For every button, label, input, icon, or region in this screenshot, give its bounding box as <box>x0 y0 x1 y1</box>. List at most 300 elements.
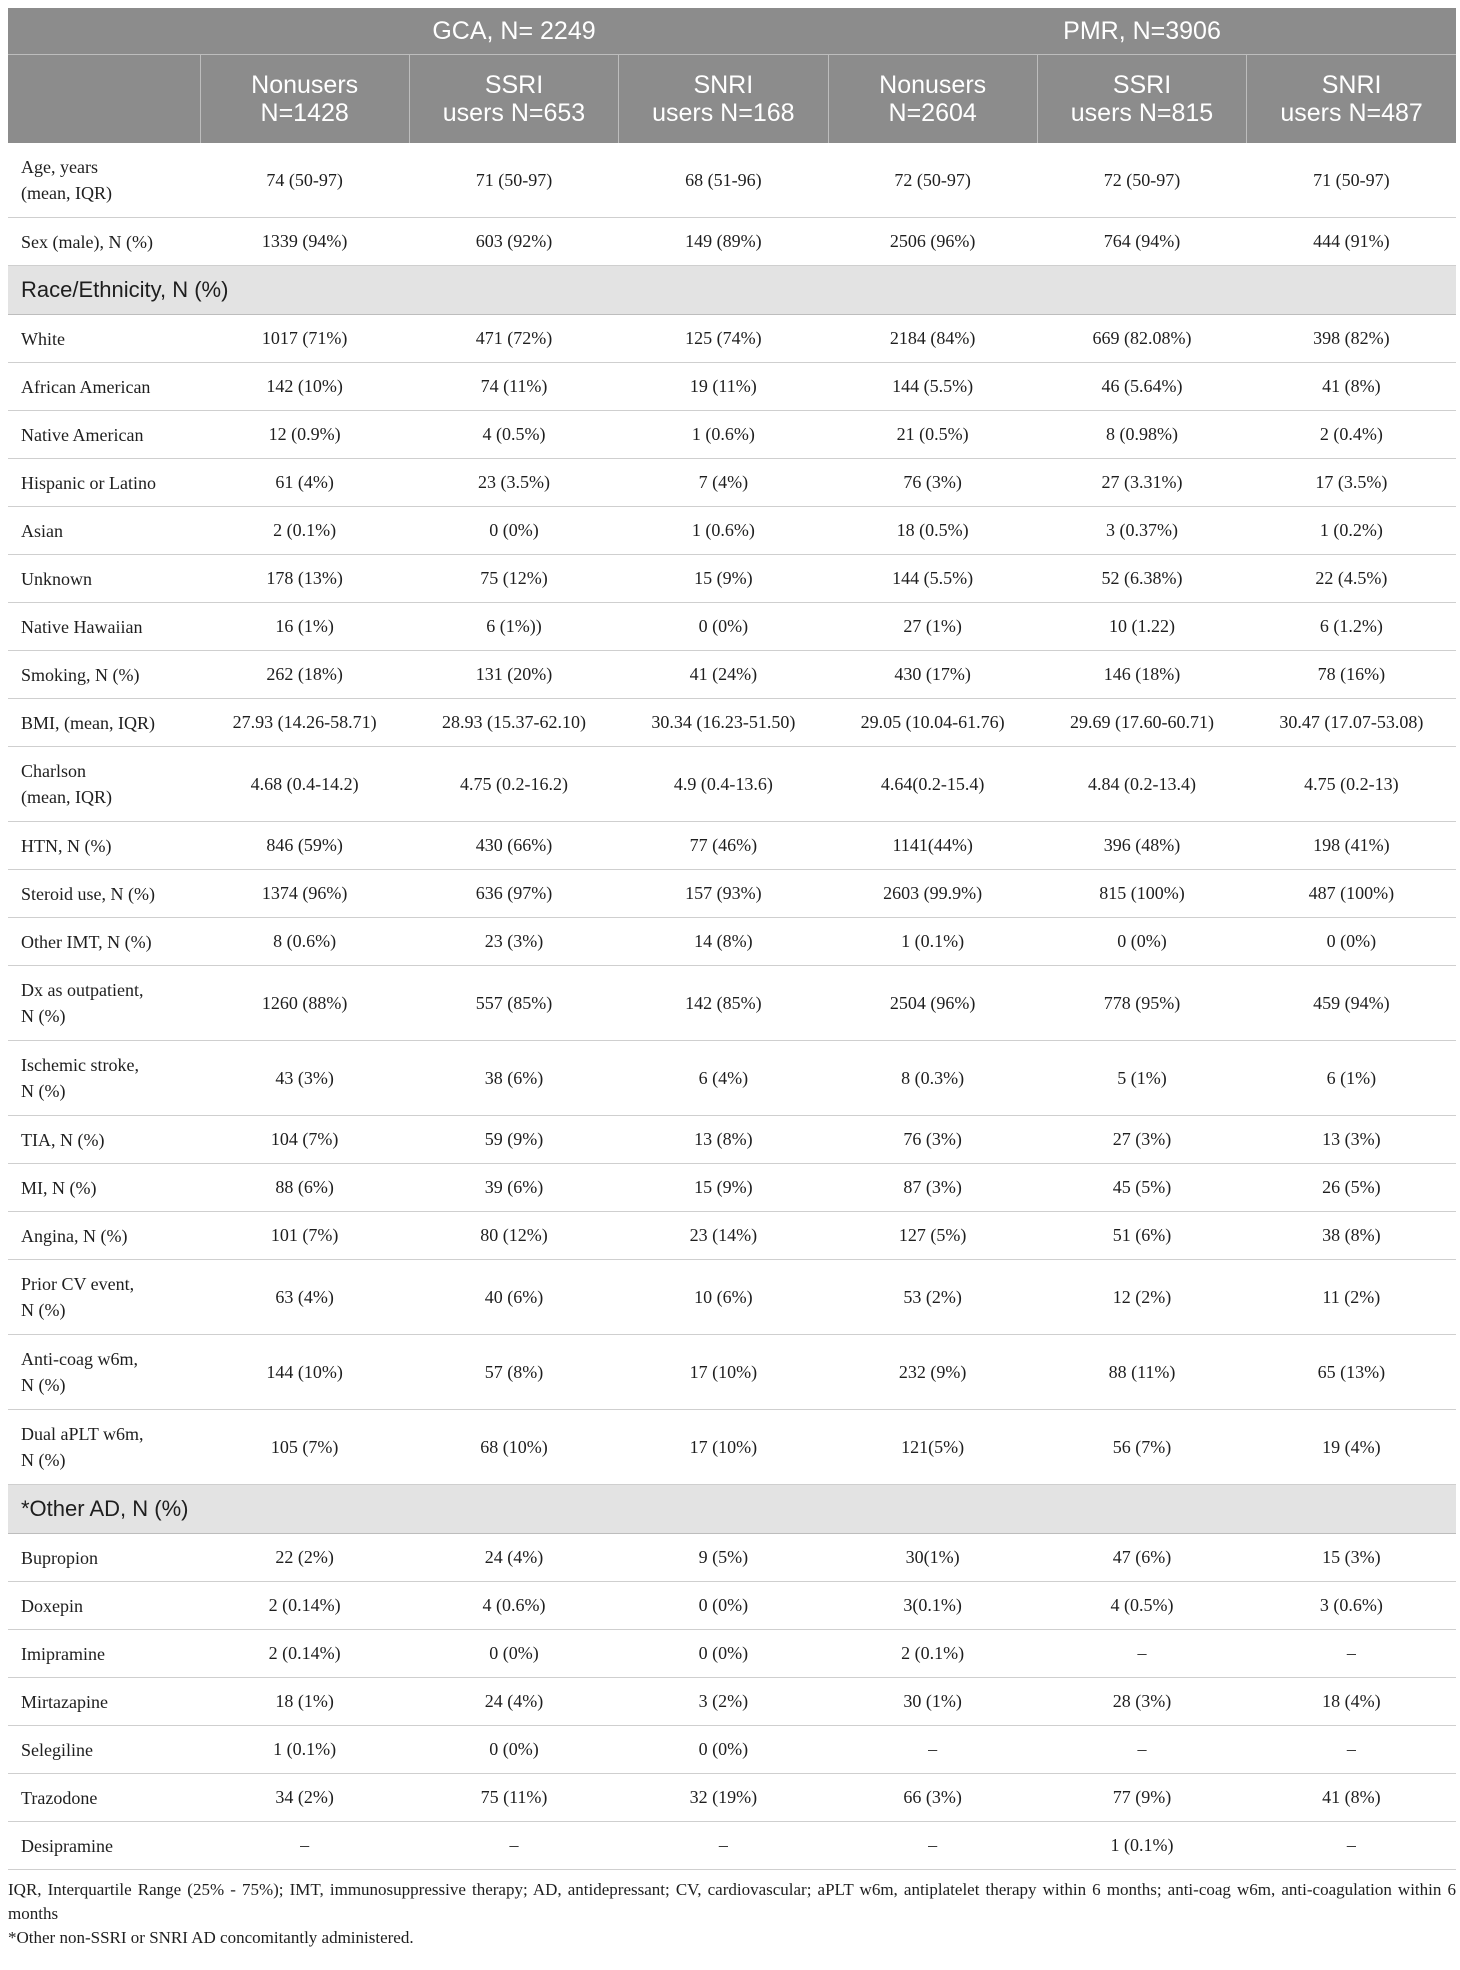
table-cell: 12 (0.9%) <box>200 411 409 459</box>
table-cell: 16 (1%) <box>200 603 409 651</box>
table-cell: 6 (4%) <box>619 1041 828 1116</box>
table-cell: 78 (16%) <box>1247 651 1456 699</box>
header-row-label <box>8 55 200 144</box>
table-cell: 46 (5.64%) <box>1037 363 1246 411</box>
row-label-line: MI, N (%) <box>21 1177 97 1198</box>
table-cell: 52 (6.38%) <box>1037 555 1246 603</box>
table-cell: 1339 (94%) <box>200 218 409 266</box>
table-cell: 41 (8%) <box>1247 363 1456 411</box>
row-label-line: Native Hawaiian <box>21 616 143 637</box>
table-cell: 10 (1.22) <box>1037 603 1246 651</box>
table-row <box>8 1534 1456 1582</box>
row-label <box>8 1534 200 1582</box>
table-cell: 24 (4%) <box>409 1678 618 1726</box>
footnote-other-ad: *Other non-SSRI or SNRI AD concomitantly administered. <box>8 1928 414 1947</box>
row-label-line: Dx as outpatient, <box>21 980 144 1000</box>
table-cell: 430 (17%) <box>828 651 1037 699</box>
table-cell: 18 (4%) <box>1247 1678 1456 1726</box>
table-cell: 71 (50-97) <box>409 143 618 218</box>
table-cell: 8 (0.3%) <box>828 1041 1037 1116</box>
table-cell: 3 (0.37%) <box>1037 507 1246 555</box>
table-row <box>8 143 1456 218</box>
table-cell: 10 (6%) <box>619 1260 828 1335</box>
row-label <box>8 411 200 459</box>
table-cell: 72 (50-97) <box>828 143 1037 218</box>
table-cell: 1 (0.6%) <box>619 507 828 555</box>
table-cell: 104 (7%) <box>200 1116 409 1164</box>
table-cell: 15 (9%) <box>619 555 828 603</box>
column-header-line: N=2604 <box>888 99 977 127</box>
table-cell: 18 (1%) <box>200 1678 409 1726</box>
row-label <box>8 1726 200 1774</box>
row-label-line: White <box>21 328 65 349</box>
table-cell: 15 (9%) <box>619 1164 828 1212</box>
table-cell: 71 (50-97) <box>1247 143 1456 218</box>
table-cell: 144 (10%) <box>200 1335 409 1410</box>
table-cell: 23 (3.5%) <box>409 459 618 507</box>
table-cell: 430 (66%) <box>409 822 618 870</box>
table-cell: 6 (1%)) <box>409 603 618 651</box>
table-cell: 1017 (71%) <box>200 315 409 363</box>
row-label-line: TIA, N (%) <box>21 1129 105 1150</box>
table-cell: 2 (0.1%) <box>200 507 409 555</box>
row-label-line: Charlson <box>21 761 86 781</box>
table-cell: 0 (0%) <box>619 603 828 651</box>
table-cell: 4 (0.5%) <box>1037 1582 1246 1630</box>
table-cell: 75 (12%) <box>409 555 618 603</box>
table-cell: 1 (0.1%) <box>1037 1822 1246 1870</box>
table-cell: 29.69 (17.60-60.71) <box>1037 699 1246 747</box>
row-label <box>8 555 200 603</box>
table-cell: 121(5%) <box>828 1410 1037 1485</box>
table-cell: 38 (6%) <box>409 1041 618 1116</box>
table-cell: 43 (3%) <box>200 1041 409 1116</box>
table-row <box>8 1116 1456 1164</box>
table-cell: 2 (0.1%) <box>828 1630 1037 1678</box>
table-cell: 51 (6%) <box>1037 1212 1246 1260</box>
table-cell: 764 (94%) <box>1037 218 1246 266</box>
table-cell: – <box>619 1822 828 1870</box>
group-header-pmr: PMR, N=3906 <box>828 8 1456 55</box>
table-cell: 142 (85%) <box>619 966 828 1041</box>
document-page <box>8 8 1456 1950</box>
column-header-line: SNRI <box>693 71 754 99</box>
row-label <box>8 822 200 870</box>
table-cell: 14 (8%) <box>619 918 828 966</box>
row-label-line: Mirtazapine <box>21 1691 108 1712</box>
table-cell: 5 (1%) <box>1037 1041 1246 1116</box>
table-row <box>8 1164 1456 1212</box>
table-cell: 15 (3%) <box>1247 1534 1456 1582</box>
table-cell: 0 (0%) <box>619 1582 828 1630</box>
column-header-line: Nonusers <box>879 71 987 99</box>
table-cell: 9 (5%) <box>619 1534 828 1582</box>
table-cell: 27 (3%) <box>1037 1116 1246 1164</box>
table-cell: 149 (89%) <box>619 218 828 266</box>
table-cell: 17 (3.5%) <box>1247 459 1456 507</box>
table-cell: 4.75 (0.2-16.2) <box>409 747 618 822</box>
row-label-line: (mean, IQR) <box>21 787 112 807</box>
table-cell: 778 (95%) <box>1037 966 1246 1041</box>
table-row <box>8 822 1456 870</box>
table-cell: 0 (0%) <box>1247 918 1456 966</box>
table-cell: 6 (1.2%) <box>1247 603 1456 651</box>
row-label-line: Desipramine <box>21 1835 113 1856</box>
row-label-line: (mean, IQR) <box>21 183 112 203</box>
table-cell: 0 (0%) <box>1037 918 1246 966</box>
table-cell: 39 (6%) <box>409 1164 618 1212</box>
table-cell: 13 (3%) <box>1247 1116 1456 1164</box>
table-row <box>8 218 1456 266</box>
row-label <box>8 1212 200 1260</box>
table-cell: 40 (6%) <box>409 1260 618 1335</box>
table-cell: 32 (19%) <box>619 1774 828 1822</box>
header-corner <box>8 8 200 55</box>
table-cell: 0 (0%) <box>619 1630 828 1678</box>
table-cell: 17 (10%) <box>619 1335 828 1410</box>
table-cell: 398 (82%) <box>1247 315 1456 363</box>
column-header-line: users N=168 <box>652 99 795 127</box>
table-row <box>8 747 1456 822</box>
table-cell: 7 (4%) <box>619 459 828 507</box>
table-row <box>8 870 1456 918</box>
table-cell: – <box>409 1822 618 1870</box>
row-label <box>8 1582 200 1630</box>
table-cell: – <box>1247 1630 1456 1678</box>
section-heading: *Other AD, N (%) <box>8 1485 1456 1534</box>
table-cell: 30(1%) <box>828 1534 1037 1582</box>
row-label <box>8 459 200 507</box>
table-cell: 146 (18%) <box>1037 651 1246 699</box>
table-cell: 13 (8%) <box>619 1116 828 1164</box>
table-row <box>8 1582 1456 1630</box>
row-label-line: Trazodone <box>21 1787 98 1808</box>
row-label-line: Anti-coag w6m, <box>21 1349 138 1369</box>
table-row <box>8 966 1456 1041</box>
table-cell: 74 (11%) <box>409 363 618 411</box>
table-cell: – <box>1247 1726 1456 1774</box>
table-cell: 19 (11%) <box>619 363 828 411</box>
table-cell: 8 (0.6%) <box>200 918 409 966</box>
table-cell: 459 (94%) <box>1247 966 1456 1041</box>
table-cell: 76 (3%) <box>828 459 1037 507</box>
table-cell: 178 (13%) <box>200 555 409 603</box>
table-cell: 77 (46%) <box>619 822 828 870</box>
table-cell: 30 (1%) <box>828 1678 1037 1726</box>
section-heading: Race/Ethnicity, N (%) <box>8 266 1456 315</box>
table-cell: 22 (2%) <box>200 1534 409 1582</box>
table-cell: 87 (3%) <box>828 1164 1037 1212</box>
row-label <box>8 1164 200 1212</box>
row-label <box>8 918 200 966</box>
table-cell: – <box>1037 1630 1246 1678</box>
group-header-gca: GCA, N= 2249 <box>200 8 828 55</box>
table-cell: 815 (100%) <box>1037 870 1246 918</box>
row-label-line: Hispanic or Latino <box>21 472 156 493</box>
table-cell: 27 (1%) <box>828 603 1037 651</box>
table-cell: 45 (5%) <box>1037 1164 1246 1212</box>
table-cell: 41 (24%) <box>619 651 828 699</box>
table-cell: 30.34 (16.23-51.50) <box>619 699 828 747</box>
table-cell: 26 (5%) <box>1247 1164 1456 1212</box>
table-row <box>8 1822 1456 1870</box>
row-label-line: Sex (male), N (%) <box>21 231 153 252</box>
table-row <box>8 459 1456 507</box>
table-cell: 59 (9%) <box>409 1116 618 1164</box>
table-cell: 29.05 (10.04-61.76) <box>828 699 1037 747</box>
table-cell: 8 (0.98%) <box>1037 411 1246 459</box>
table-cell: 27.93 (14.26-58.71) <box>200 699 409 747</box>
column-header-line: SNRI <box>1321 71 1382 99</box>
table-cell: 157 (93%) <box>619 870 828 918</box>
table-cell: 4.75 (0.2-13) <box>1247 747 1456 822</box>
row-label <box>8 966 200 1041</box>
table-cell: 63 (4%) <box>200 1260 409 1335</box>
table-cell: 127 (5%) <box>828 1212 1037 1260</box>
table-cell: – <box>200 1822 409 1870</box>
table-cell: 3(0.1%) <box>828 1582 1037 1630</box>
table-row <box>8 1774 1456 1822</box>
table-cell: 77 (9%) <box>1037 1774 1246 1822</box>
row-label <box>8 1410 200 1485</box>
table-cell: 34 (2%) <box>200 1774 409 1822</box>
row-label-line: N (%) <box>21 1006 66 1026</box>
table-cell: 198 (41%) <box>1247 822 1456 870</box>
table-cell: 47 (6%) <box>1037 1534 1246 1582</box>
table-cell: 4.9 (0.4-13.6) <box>619 747 828 822</box>
table-cell: 396 (48%) <box>1037 822 1246 870</box>
table-cell: 0 (0%) <box>409 507 618 555</box>
row-label <box>8 1678 200 1726</box>
table-cell: 0 (0%) <box>409 1726 618 1774</box>
table-cell: 105 (7%) <box>200 1410 409 1485</box>
row-label-line: Prior CV event, <box>21 1274 135 1294</box>
row-label-line: Asian <box>21 520 63 541</box>
row-label-line: Dual aPLT w6m, <box>21 1424 144 1444</box>
row-label <box>8 218 200 266</box>
column-header-line: Nonusers <box>251 71 359 99</box>
table-cell: 3 (2%) <box>619 1678 828 1726</box>
table-cell: 12 (2%) <box>1037 1260 1246 1335</box>
demographics-table <box>8 8 1456 1870</box>
row-label <box>8 315 200 363</box>
column-header <box>1037 55 1246 144</box>
table-cell: 487 (100%) <box>1247 870 1456 918</box>
table-cell: 557 (85%) <box>409 966 618 1041</box>
table-cell: 38 (8%) <box>1247 1212 1456 1260</box>
table-row <box>8 507 1456 555</box>
table-cell: 65 (13%) <box>1247 1335 1456 1410</box>
column-header <box>200 55 409 144</box>
table-cell: 75 (11%) <box>409 1774 618 1822</box>
table-row <box>8 1335 1456 1410</box>
table-cell: 4.64(0.2-15.4) <box>828 747 1037 822</box>
column-header <box>409 55 618 144</box>
table-cell: 2506 (96%) <box>828 218 1037 266</box>
section-row <box>8 1485 1456 1534</box>
table-cell: 1141(44%) <box>828 822 1037 870</box>
table-cell: 30.47 (17.07-53.08) <box>1247 699 1456 747</box>
table-cell: 1 (0.1%) <box>828 918 1037 966</box>
table-row <box>8 555 1456 603</box>
column-header <box>828 55 1037 144</box>
table-cell: 3 (0.6%) <box>1247 1582 1456 1630</box>
table-cell: 101 (7%) <box>200 1212 409 1260</box>
table-cell: – <box>828 1822 1037 1870</box>
table-cell: 846 (59%) <box>200 822 409 870</box>
row-label-line: Doxepin <box>21 1595 83 1616</box>
row-label <box>8 747 200 822</box>
table-cell: 142 (10%) <box>200 363 409 411</box>
row-label-line: N (%) <box>21 1300 66 1320</box>
table-row <box>8 603 1456 651</box>
table-cell: 4 (0.6%) <box>409 1582 618 1630</box>
table-header <box>8 8 1456 143</box>
column-header-line: users N=487 <box>1280 99 1423 127</box>
table-row <box>8 651 1456 699</box>
table-cell: 61 (4%) <box>200 459 409 507</box>
row-label <box>8 870 200 918</box>
column-header-line: users N=653 <box>442 99 586 127</box>
table-row <box>8 1212 1456 1260</box>
table-cell: 125 (74%) <box>619 315 828 363</box>
row-label <box>8 699 200 747</box>
table-cell: – <box>828 1726 1037 1774</box>
table-cell: 471 (72%) <box>409 315 618 363</box>
row-label-line: Age, years <box>21 157 98 177</box>
column-header <box>1247 55 1456 144</box>
table-cell: 2504 (96%) <box>828 966 1037 1041</box>
table-cell: 262 (18%) <box>200 651 409 699</box>
table-cell: 41 (8%) <box>1247 1774 1456 1822</box>
table-cell: 24 (4%) <box>409 1534 618 1582</box>
table-cell: 144 (5.5%) <box>828 363 1037 411</box>
table-cell: 76 (3%) <box>828 1116 1037 1164</box>
table-cell: 232 (9%) <box>828 1335 1037 1410</box>
footnote-abbreviations: IQR, Interquartile Range (25% - 75%); IMT, immunosuppressive therapy; AD, antidepressant; CV, cardiovascular; aPLT w6m, antiplatelet therapy within 6 months; anti-coag w6m, anti-coagulation within 6 months <box>8 1880 1456 1923</box>
section-row <box>8 266 1456 315</box>
table-footnotes <box>8 1878 1456 1950</box>
column-header-line: SSRI <box>1112 71 1172 99</box>
table-cell: 21 (0.5%) <box>828 411 1037 459</box>
row-label <box>8 1260 200 1335</box>
row-label-line: N (%) <box>21 1375 66 1395</box>
table-cell: 57 (8%) <box>409 1335 618 1410</box>
table-cell: 2603 (99.9%) <box>828 870 1037 918</box>
row-label-line: Other IMT, N (%) <box>21 931 152 952</box>
table-cell: 68 (10%) <box>409 1410 618 1485</box>
row-label-line: BMI, (mean, IQR) <box>21 712 155 733</box>
row-label <box>8 363 200 411</box>
table-cell: 2184 (84%) <box>828 315 1037 363</box>
table-cell: 2 (0.4%) <box>1247 411 1456 459</box>
table-cell: 23 (3%) <box>409 918 618 966</box>
table-cell: 56 (7%) <box>1037 1410 1246 1485</box>
table-cell: 6 (1%) <box>1247 1041 1456 1116</box>
table-cell: 4.68 (0.4-14.2) <box>200 747 409 822</box>
table-cell: 1374 (96%) <box>200 870 409 918</box>
table-cell: – <box>1247 1822 1456 1870</box>
column-header <box>619 55 828 144</box>
row-label <box>8 1335 200 1410</box>
table-cell: 66 (3%) <box>828 1774 1037 1822</box>
row-label <box>8 1774 200 1822</box>
table-cell: 74 (50-97) <box>200 143 409 218</box>
table-cell: 4 (0.5%) <box>409 411 618 459</box>
row-label <box>8 507 200 555</box>
table-cell: 0 (0%) <box>619 1726 828 1774</box>
column-header-line: SSRI <box>484 71 544 99</box>
row-label-line: Selegiline <box>21 1739 93 1760</box>
table-cell: 669 (82.08%) <box>1037 315 1246 363</box>
table-cell: 53 (2%) <box>828 1260 1037 1335</box>
table-cell: 636 (97%) <box>409 870 618 918</box>
row-label-line: Ischemic stroke, <box>21 1055 139 1075</box>
row-label <box>8 1116 200 1164</box>
table-row <box>8 918 1456 966</box>
table-cell: 1 (0.1%) <box>200 1726 409 1774</box>
table-cell: 88 (6%) <box>200 1164 409 1212</box>
table-cell: 28 (3%) <box>1037 1678 1246 1726</box>
table-cell: 28.93 (15.37-62.10) <box>409 699 618 747</box>
column-header-line: users N=815 <box>1070 99 1214 127</box>
table-row <box>8 1678 1456 1726</box>
table-cell: 27 (3.31%) <box>1037 459 1246 507</box>
row-label <box>8 1041 200 1116</box>
table-cell: 22 (4.5%) <box>1247 555 1456 603</box>
table-cell: 603 (92%) <box>409 218 618 266</box>
table-cell: 1 (0.2%) <box>1247 507 1456 555</box>
table-cell: 0 (0%) <box>409 1630 618 1678</box>
table-cell: 2 (0.14%) <box>200 1630 409 1678</box>
row-label-line: Smoking, N (%) <box>21 664 140 685</box>
table-cell: 444 (91%) <box>1247 218 1456 266</box>
row-label-line: African American <box>21 376 151 397</box>
table-cell: 72 (50-97) <box>1037 143 1246 218</box>
column-header-line: N=1428 <box>260 99 349 127</box>
table-row <box>8 411 1456 459</box>
row-label <box>8 651 200 699</box>
row-label-line: Bupropion <box>21 1547 99 1568</box>
row-label-line: Unknown <box>21 568 92 589</box>
table-row <box>8 1630 1456 1678</box>
row-label-line: Angina, N (%) <box>21 1225 128 1246</box>
table-row <box>8 1041 1456 1116</box>
row-label-line: Native American <box>21 424 144 445</box>
table-cell: 144 (5.5%) <box>828 555 1037 603</box>
table-row <box>8 1260 1456 1335</box>
table-cell: – <box>1037 1726 1246 1774</box>
table-body <box>8 143 1456 1870</box>
table-cell: 19 (4%) <box>1247 1410 1456 1485</box>
row-label <box>8 1822 200 1870</box>
table-row <box>8 363 1456 411</box>
table-row <box>8 1410 1456 1485</box>
table-cell: 1260 (88%) <box>200 966 409 1041</box>
table-cell: 131 (20%) <box>409 651 618 699</box>
table-cell: 68 (51-96) <box>619 143 828 218</box>
table-cell: 2 (0.14%) <box>200 1582 409 1630</box>
table-row <box>8 315 1456 363</box>
table-cell: 18 (0.5%) <box>828 507 1037 555</box>
row-label-line: N (%) <box>21 1081 66 1101</box>
table-row <box>8 699 1456 747</box>
row-label-line: N (%) <box>21 1450 66 1470</box>
row-label <box>8 603 200 651</box>
row-label <box>8 143 200 218</box>
row-label <box>8 1630 200 1678</box>
table-cell: 88 (11%) <box>1037 1335 1246 1410</box>
